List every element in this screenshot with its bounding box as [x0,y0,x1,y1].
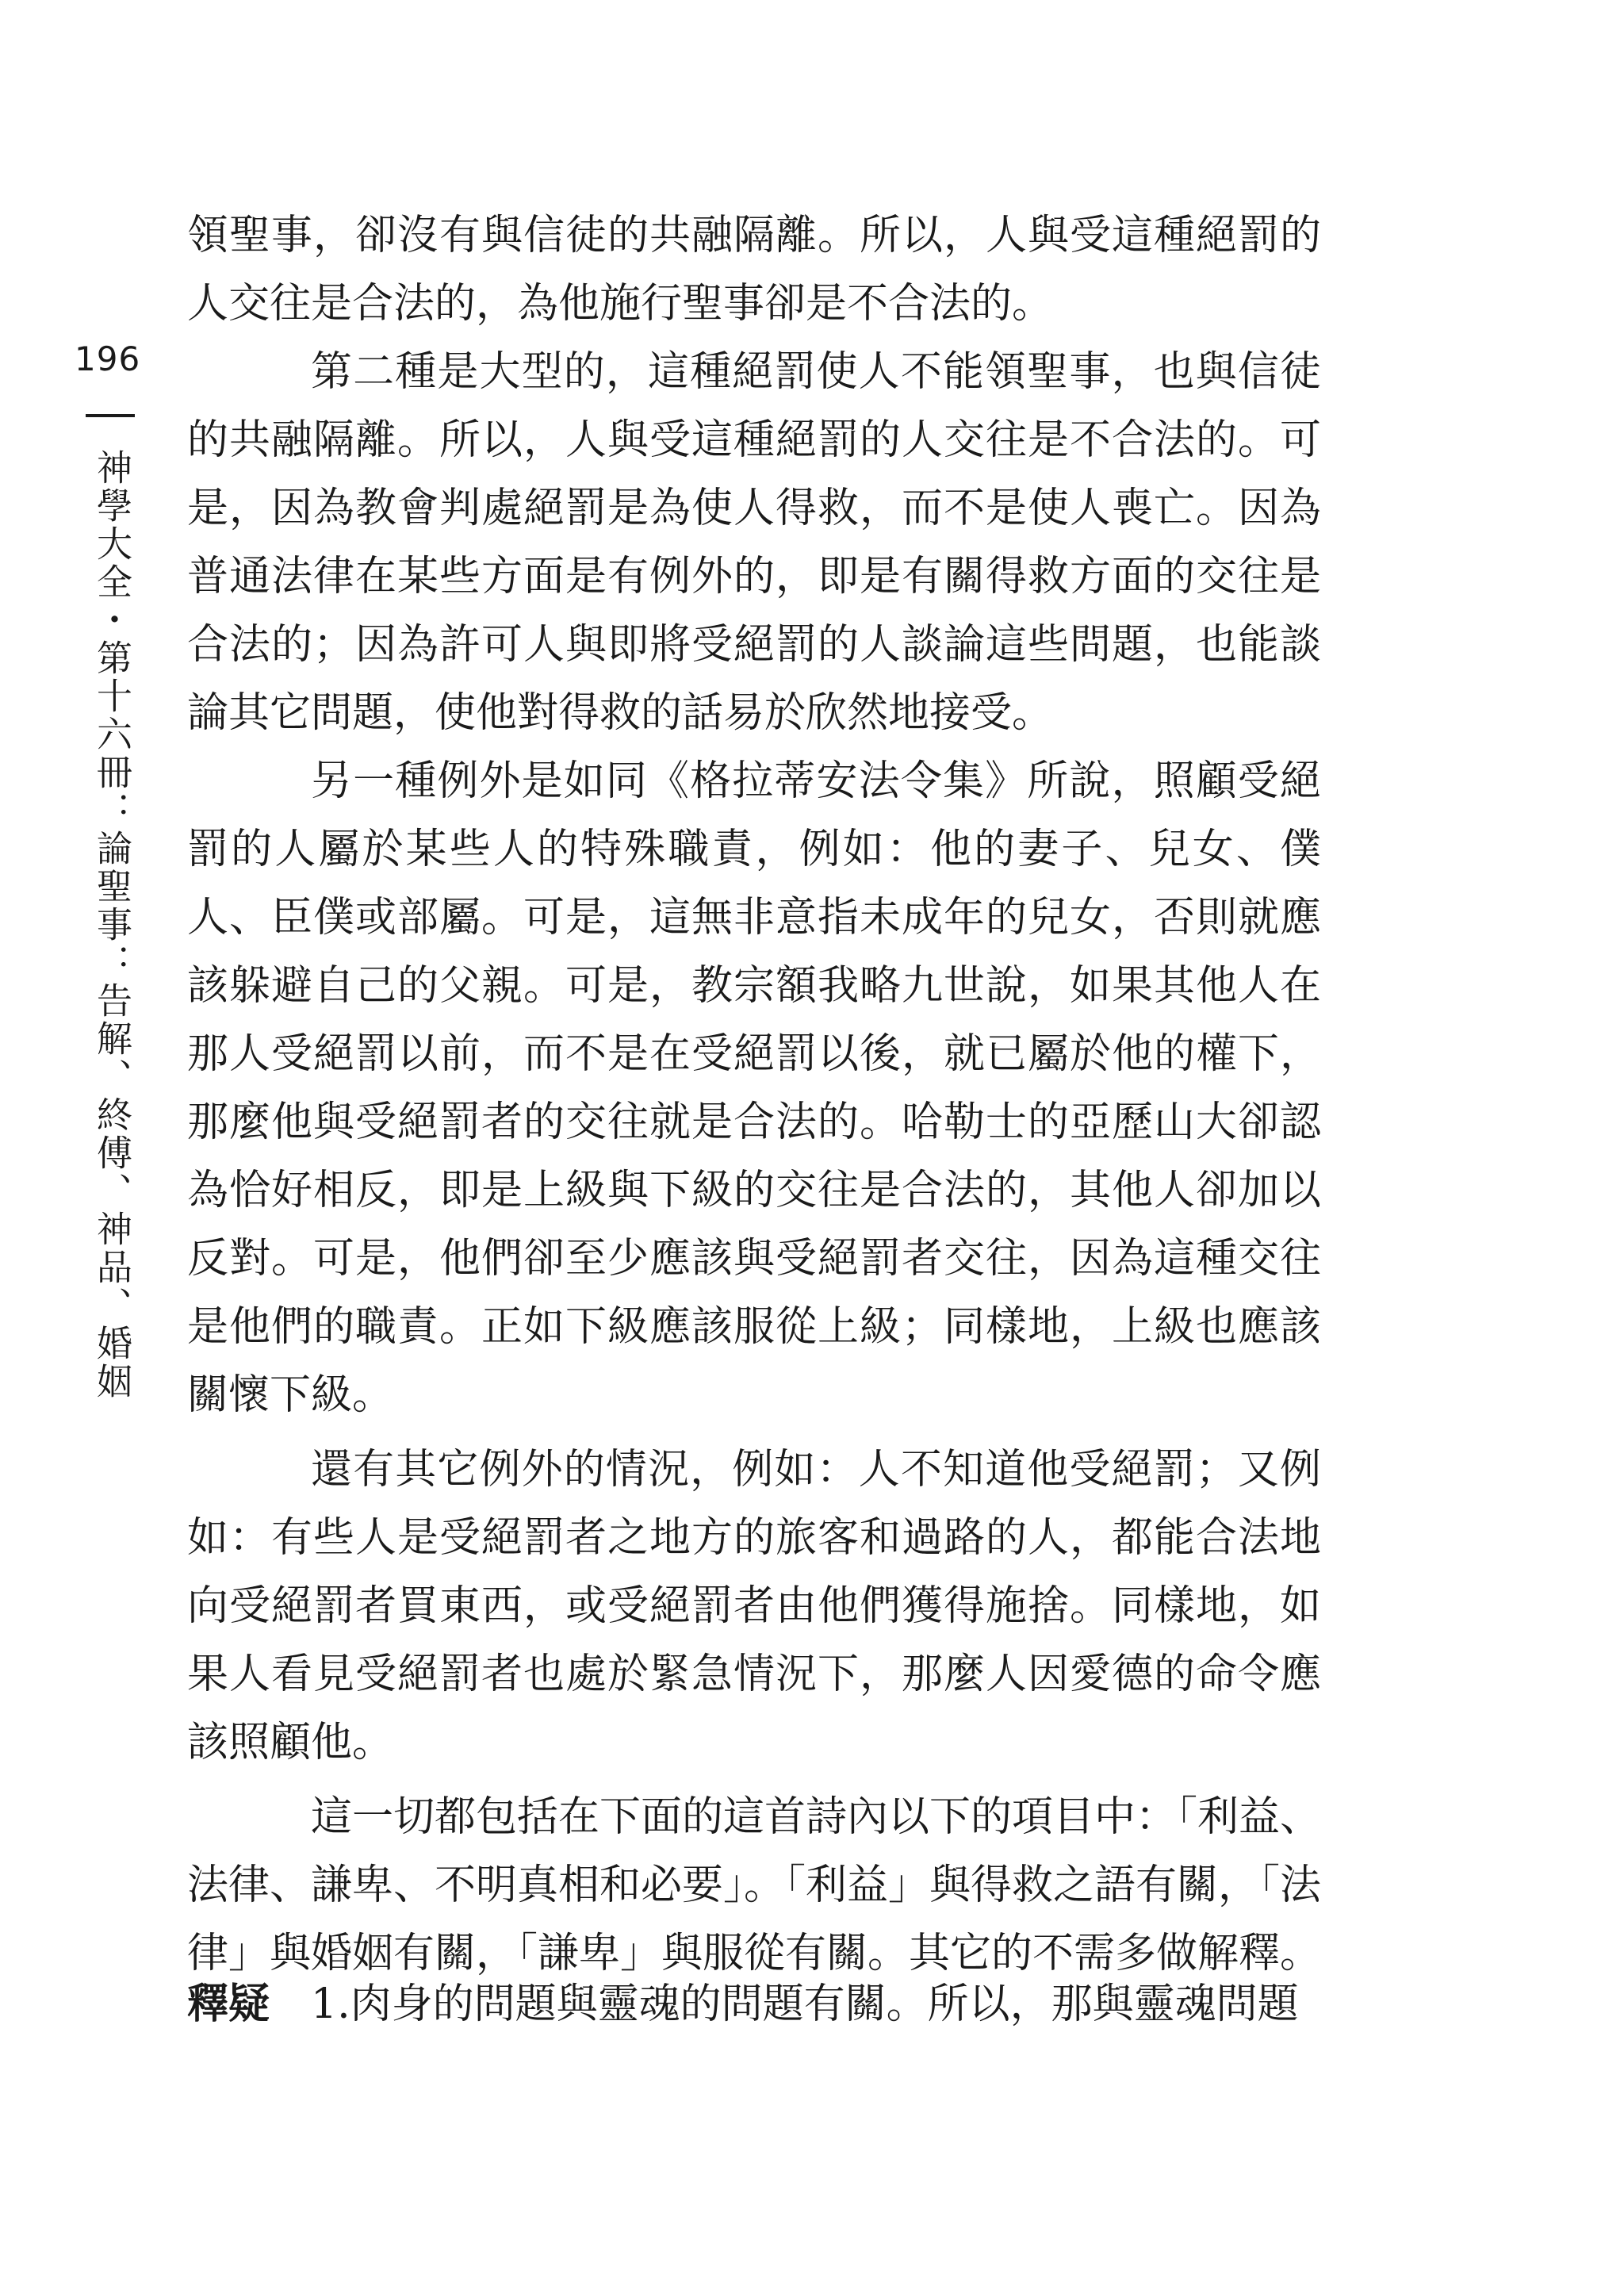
paragraph-1: 領聖事，卻沒有與信徒的共融隔離。所以，人與受這種絕罰的人交往是合法的，為他施行聖事卻是不合法的。 [187,212,1321,328]
paragraph-5: 這一切都包括在下面的這首詩內以下的項目中：「利益、法律、謙卑、不明真相和必要」。「利益」與得救之語有關，「法律」與婚姻有關，「謙卑」與服從有關。其它的不需多做解釋。 [187,1793,1322,1977]
running-head: 神學大全・第十六冊：論聖事：告解、終傅、神品、婚姻 [90,449,132,1401]
paragraph-4: 還有其它例外的情況，例如：人不知道他受絕罰；又例如：有些人是受絕罰者之地方的旅客和過路的人，都能合法地向受絕罰者買東西，或受絕罰者由他們獲得施捨。同樣地，如果人看見受絕罰者也處於緊急情況下，那麼人因愛德的命令應該照顧他。 [187,1446,1321,1766]
paragraph-3: 另一種例外是如同《格拉蒂安法令集》所說，照顧受絕罰的人屬於某些人的特殊職責，例如：他的妻子、兒女、僕人、臣僕或部屬。可是，這無非意指未成年的兒女，否則就應該躲避自己的父親。可是，教宗額我略九世說，如果其他人在那人受絕罰以前，而不是在受絕罰以後，就已屬於他的權下，那麼他與受絕罰者的交往就是合法的。哈勒士的亞歷山大卻認為恰好相反，即是上級與下級的交往是合法的，其他人卻加以反對。可是，他們卻至少應該與受絕罰者交往，因為這種交往是他們的職責。正如下級應該服從上級；同樣地，上級也應該關懷下級。 [187,757,1321,1419]
objection-reply [187,1970,1321,2038]
page-number: 196 [75,339,141,378]
page-number-rule [86,414,135,417]
body-text [187,201,1321,1988]
objection-reply-label: 釋疑 [187,1980,270,2028]
objection-reply-text: 1.肉身的問題與靈魂的問題有關。所以，那與靈魂問題 [311,1980,1299,2028]
paragraph-2: 第二種是大型的，這種絕罰使人不能領聖事，也與信徒的共融隔離。所以，人與受這種絕罰的人交往是不合法的。可是，因為教會判處絕罰是為使人得救，而不是使人喪亡。因為普通法律在某些方面是有例外的，即是有關得救方面的交往是合法的；因為許可人與即將受絕罰的人談論這些問題，也能談論其它問題，使他對得救的話易於欣然地接受。 [187,348,1321,737]
